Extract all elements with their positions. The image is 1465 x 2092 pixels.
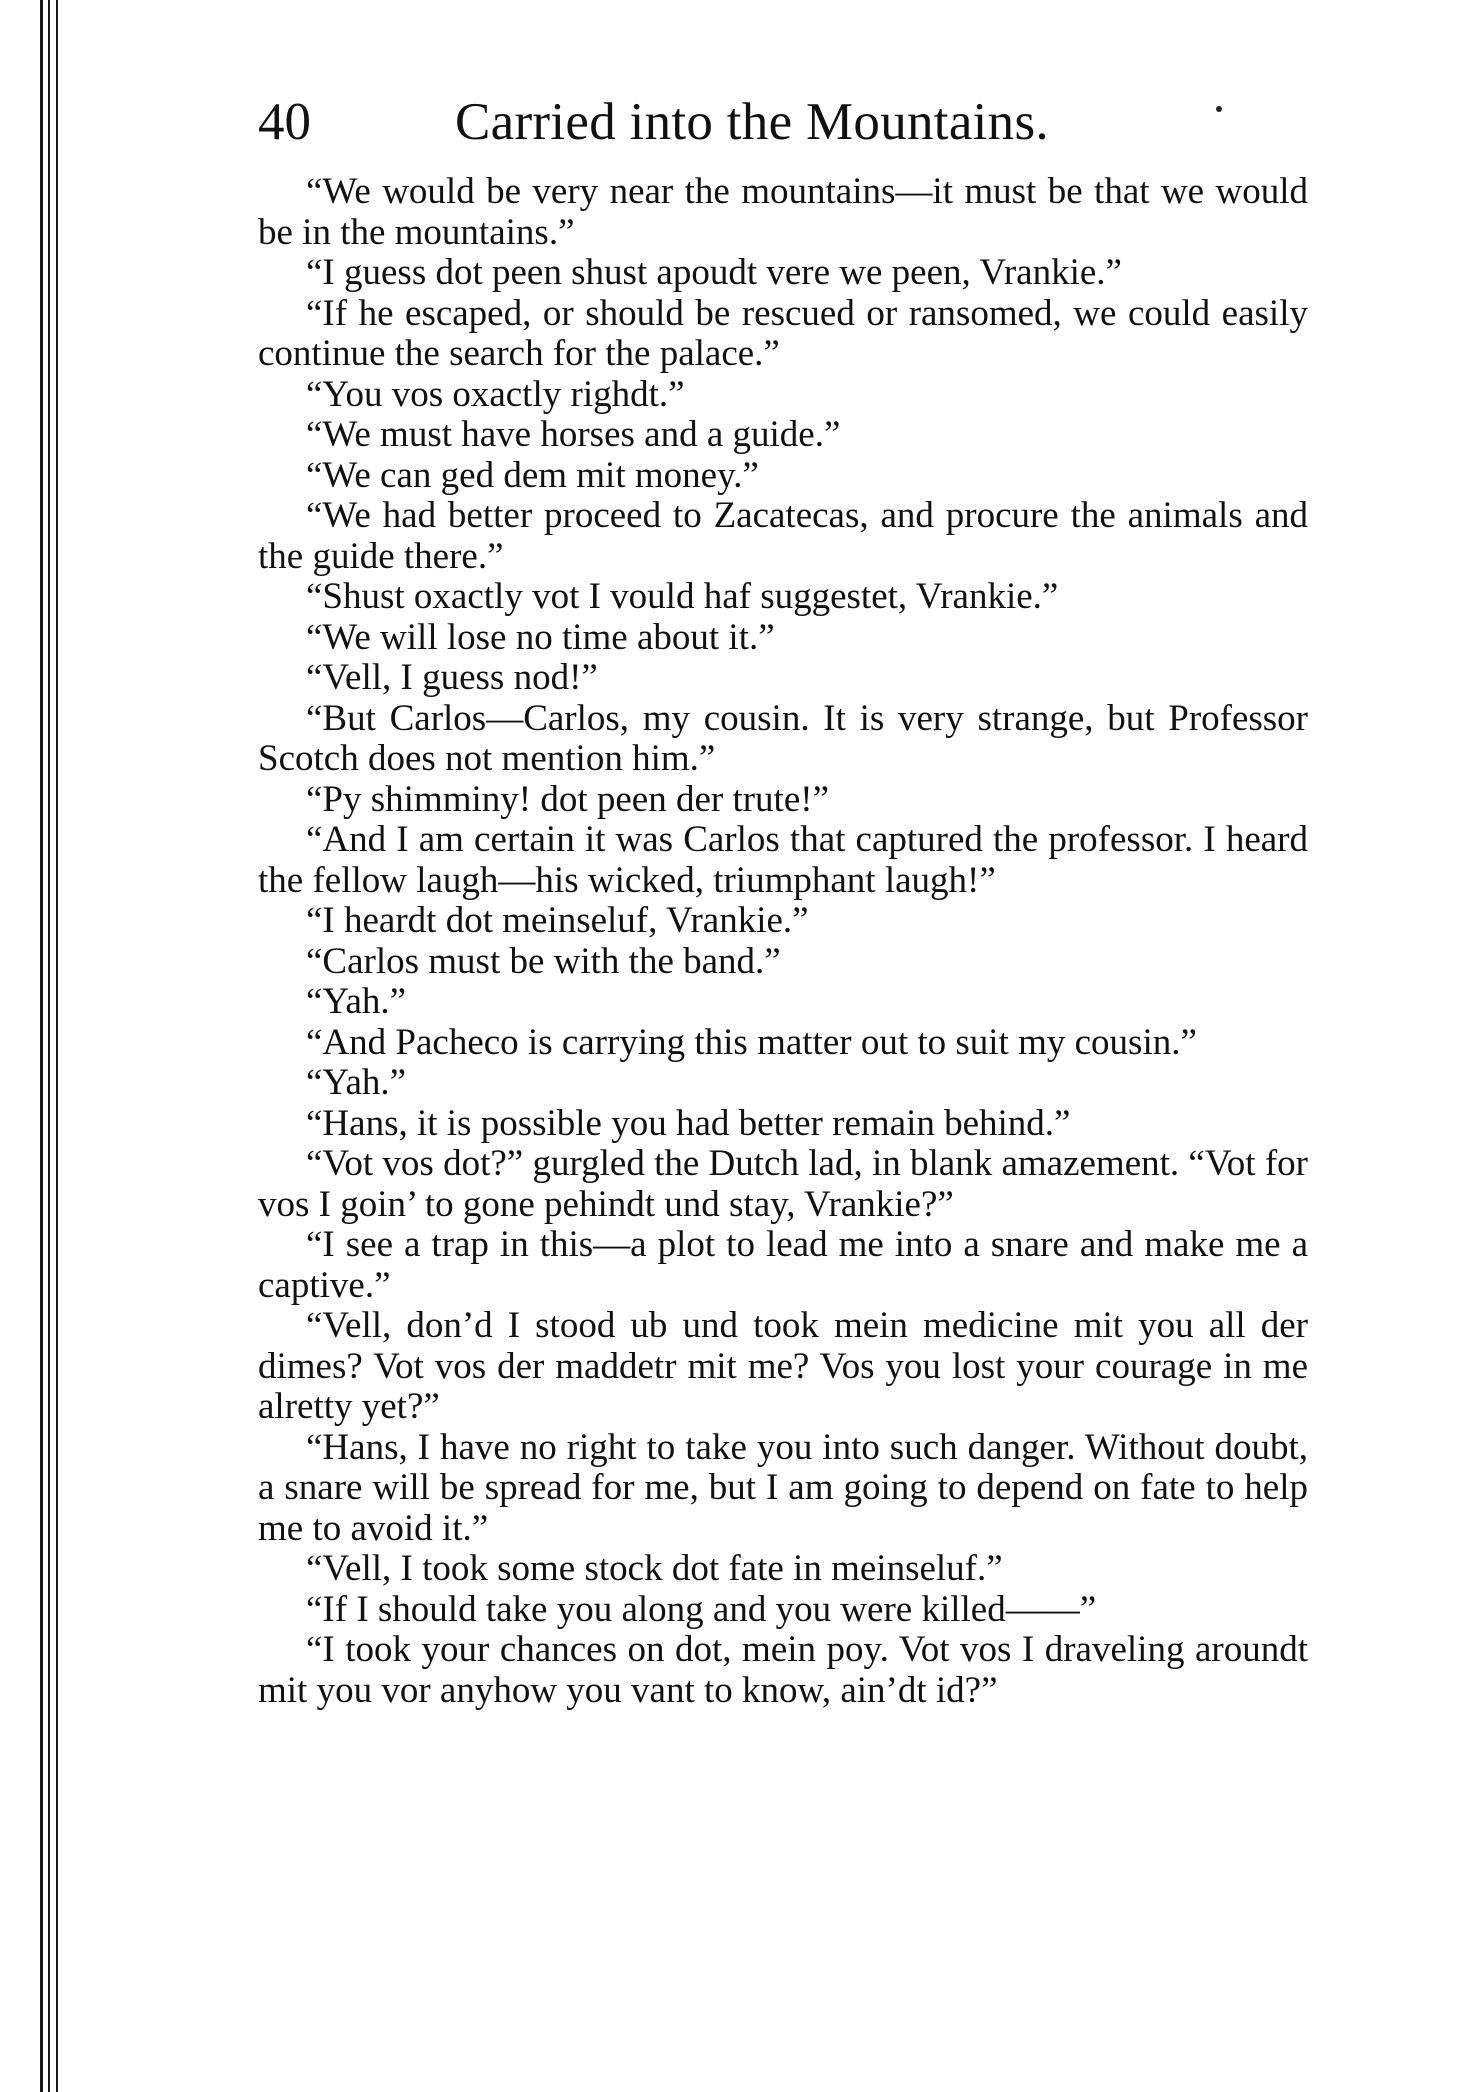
paragraph: “Hans, it is possible you had better remain behind.” xyxy=(306,1102,1071,1144)
running-title: Carried into the Mountains. xyxy=(455,93,1049,151)
paragraph: “Vell, don’d I stood ub und took mein medicine mit you all der dimes? Vot vos der maddetr mit me? Vos you lost your courage in me alretty yet?” xyxy=(258,1305,1308,1427)
paragraph: “Vell, I took some stock dot fate in meinseluf.” xyxy=(306,1548,1003,1589)
paragraph: “Vell, I guess nod!” xyxy=(306,657,598,698)
paragraph: “We had better proceed to Zacatecas, and procure the animals and the guide there.” xyxy=(258,495,1308,577)
paragraph: “Carlos must be with the band.” xyxy=(306,940,781,982)
paragraph: “If he escaped, or should be rescued or ransomed, we could easily continue the search for the palace.” xyxy=(258,292,1308,374)
paragraph: “Shust oxactly vot I vould haf suggestet, Vrankie.” xyxy=(306,576,1059,617)
paragraph: “We must have horses and a guide.” xyxy=(306,414,841,455)
body-text xyxy=(258,172,1308,1711)
ink-speck xyxy=(1216,106,1222,112)
paragraph: “Py shimminy! dot peen der trute!” xyxy=(306,778,830,820)
paragraph: “I see a trap in this—a plot to lead me into a snare and make me a captive.” xyxy=(258,1224,1308,1306)
paragraph: “And Pacheco is carrying this matter out to suit my cousin.” xyxy=(306,1021,1197,1063)
binding-edge-line xyxy=(56,0,58,2092)
book-page xyxy=(258,86,1308,1711)
paragraph: “You vos oxactly righdt.” xyxy=(306,373,685,415)
paragraph: “But Carlos—Carlos, my cousin. It is very strange, but Professor Scotch does not mention him.” xyxy=(258,697,1308,779)
paragraph: “We can ged dem mit money.” xyxy=(306,454,759,496)
running-header xyxy=(258,86,1308,158)
binding-edge-line xyxy=(48,0,50,2092)
paragraph: “We will lose no time about it.” xyxy=(306,616,775,658)
paragraph: “I guess dot peen shust apoudt vere we peen, Vrankie.” xyxy=(306,252,1122,293)
paragraph: “Yah.” xyxy=(306,981,407,1022)
paragraph: “Vot vos dot?” gurgled the Dutch lad, in blank amazement. “Vot for vos I goin’ to gone pehindt und stay, Vrankie?” xyxy=(258,1143,1308,1225)
paragraph: “We would be very near the mountains—it must be that we would be in the mountains.” xyxy=(258,171,1308,253)
paragraph: “And I am certain it was Carlos that captured the professor. I heard the fellow laugh—his wicked, triumphant laugh!” xyxy=(258,819,1308,901)
page-number: 40 xyxy=(258,93,311,151)
paragraph: “If I should take you along and you were killed——” xyxy=(306,1588,1097,1630)
paragraph: “Hans, I have no right to take you into such danger. Without doubt, a snare will be spread for me, but I am going to depend on fate to help me to avoid it.” xyxy=(258,1426,1308,1549)
paragraph: “Yah.” xyxy=(306,1062,407,1103)
paragraph: “I took your chances on dot, mein poy. Vot vos I draveling aroundt mit you vor anyhow you vant to know, ain’dt id?” xyxy=(258,1629,1308,1711)
binding-edge-line xyxy=(40,0,43,2092)
paragraph: “I heardt dot meinseluf, Vrankie.” xyxy=(306,900,809,941)
